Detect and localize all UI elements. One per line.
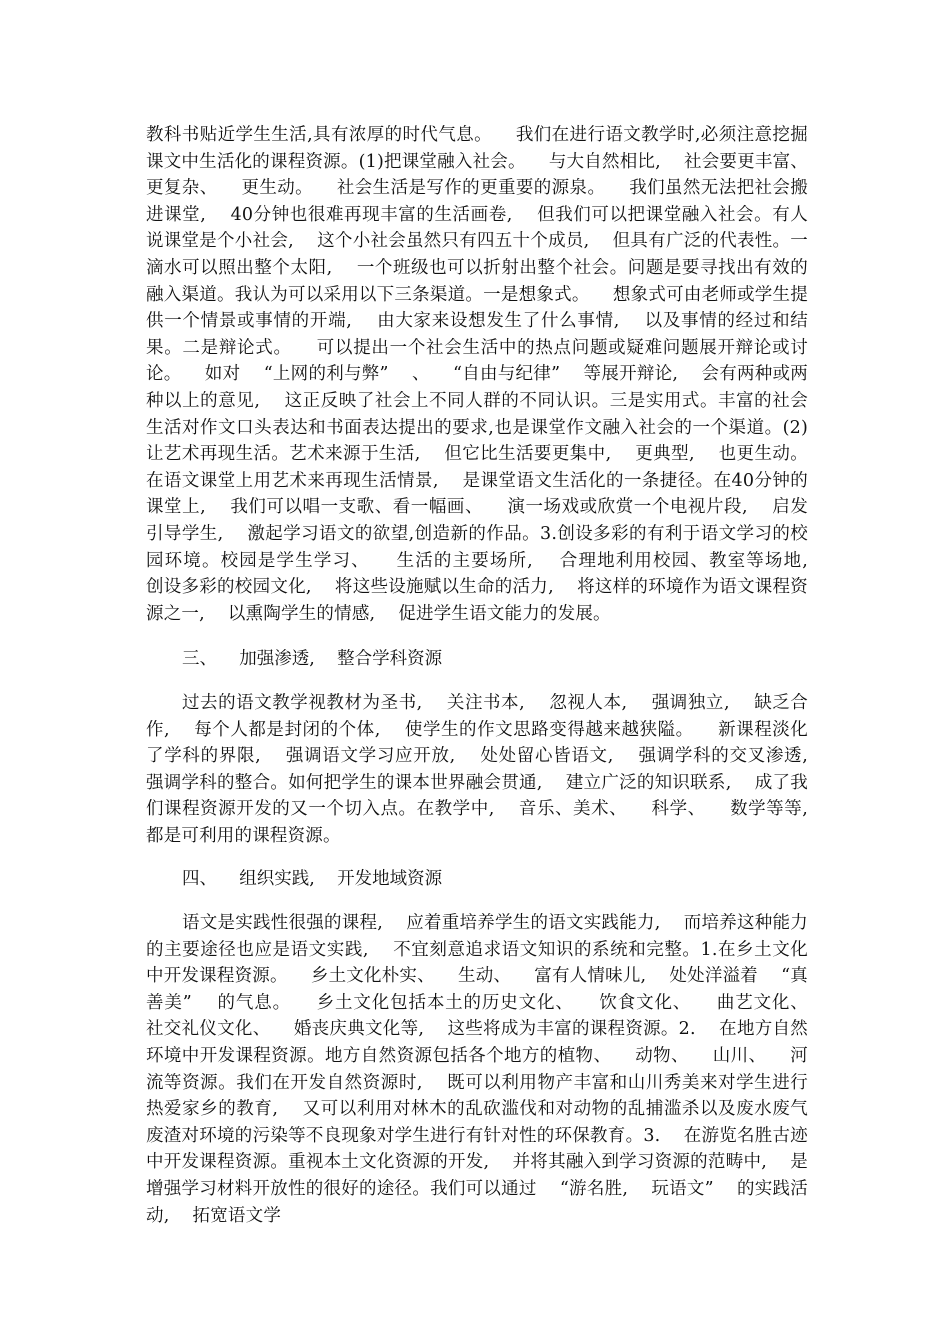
body-paragraph: 教科书贴近学生生活,具有浓厚的时代气息。 我们在进行语文教学时,必须注意挖掘课文中生活化的课程资源。(1)把课堂融入社会。 与大自然相比, 社会要更丰富、更复杂、 更生动。 社会生活是写作的更重要的源泉。 我们虽然无法把社会搬进课堂, 40分钟也很难再现丰富的生活画卷, 但我们可以把课堂融入社会。有人说课堂是个小社会, 这个小社会虽然只有四五十个成员, 但具有广泛的代表性。一滴水可以照出整个太阳, 一个班级也可以折射出整个社会。问题是要寻找出有效的融入渠道。我认为可以采用以下三条渠道。一是想象式。 想象式可由老师或学生提供一个情景或事情的开端, 由大家来设想发生了什么事情, 以及事情的经过和结果。二是辩论式。 可以提出一个社会生活中的热点问题或疑难问题展开辩论或讨论。 如对 “上网的利与弊” 、 “自由与纪律” 等展开辩论, 会有两种或两种以上的意见, 这正反映了社会上不同人群的不同认识。三是实用式。丰富的社会生活对作文口头表达和书面表达提出的要求,也是课堂作文融入社会的一个渠道。(2)让艺术再现生活。艺术来源于生活, 但它比生活要更集中, 更典型, 也更生动。 在语文课堂上用艺术来再现生活情景, 是课堂语文生活化的一条捷径。在40分钟的课堂上, 我们可以唱一支歌、看一幅画、 演一场戏或欣赏一个电视片段, 启发引导学生, 激起学习语文的欲望,创造新的作品。3.创设多彩的有利于语文学习的校园环境。校园是学生学习、 生活的主要场所, 合理地利用校园、教室等场地, 创设多彩的校园文化, 将这些设施赋以生命的活力, 将这样的环境作为语文课程资源之一, 以熏陶学生的情感, 促进学生语文能力的发展。 bbox=[146, 125, 832, 624]
section-heading: 三、 加强渗透, 整合学科资源 bbox=[182, 649, 443, 669]
section-heading: 四、 组织实践, 开发地域资源 bbox=[182, 869, 443, 889]
body-paragraph: 语文是实践性很强的课程, 应着重培养学生的语文实践能力, 而培养这种能力的主要途径也应是语文实践, 不宜刻意追求语文知识的系统和完整。1.在乡土文化中开发课程资源。 乡土文化朴实、 生动、 富有人情味儿, 处处洋溢着 “真善美” 的气息。 乡土文化包括本土的历史文化、 饮食文化、 曲艺文化、 社交礼仪文化、 婚丧庆典文化等, 这些将成为丰富的课程资源。2. 在地方自然环境中开发课程资源。地方自然资源包括各个地方的植物、 动物、 山川、 河流等资源。我们在开发自然资源时, 既可以利用物产丰富和山川秀美来对学生进行热爱家乡的教育, 又可以利用对林木的乱砍滥伐和对动物的乱捕滥杀以及废水废气废渣对环境的污染等不良现象对学生进行有针对性的环保教育。3. 在游览名胜古迹中开发课程资源。重视本土文化资源的开发, 并将其融入到学习资源的范畴中, 是增强学习材料开放性的很好的途径。我们可以通过 “游名胜, 玩语文” 的实践活动, 拓宽语文学 bbox=[146, 913, 832, 1226]
body-paragraph: 过去的语文教学视教材为圣书, 关注书本, 忽视人本, 强调独立, 缺乏合作, 每个人都是封闭的个体, 使学生的作文思路变得越来越狭隘。 新课程淡化了学科的界限, 强调语文学习应开放, 处处留心皆语文, 强调学科的交叉渗透, 强调学科的整合。如何把学生的课本世界融会贯通, 建立广泛的知识联系, 成了我们课程资源开发的又一个切入点。在教学中, 音乐、美术、 科学、 数学等等, 都是可利用的课程资源。 bbox=[146, 693, 832, 846]
